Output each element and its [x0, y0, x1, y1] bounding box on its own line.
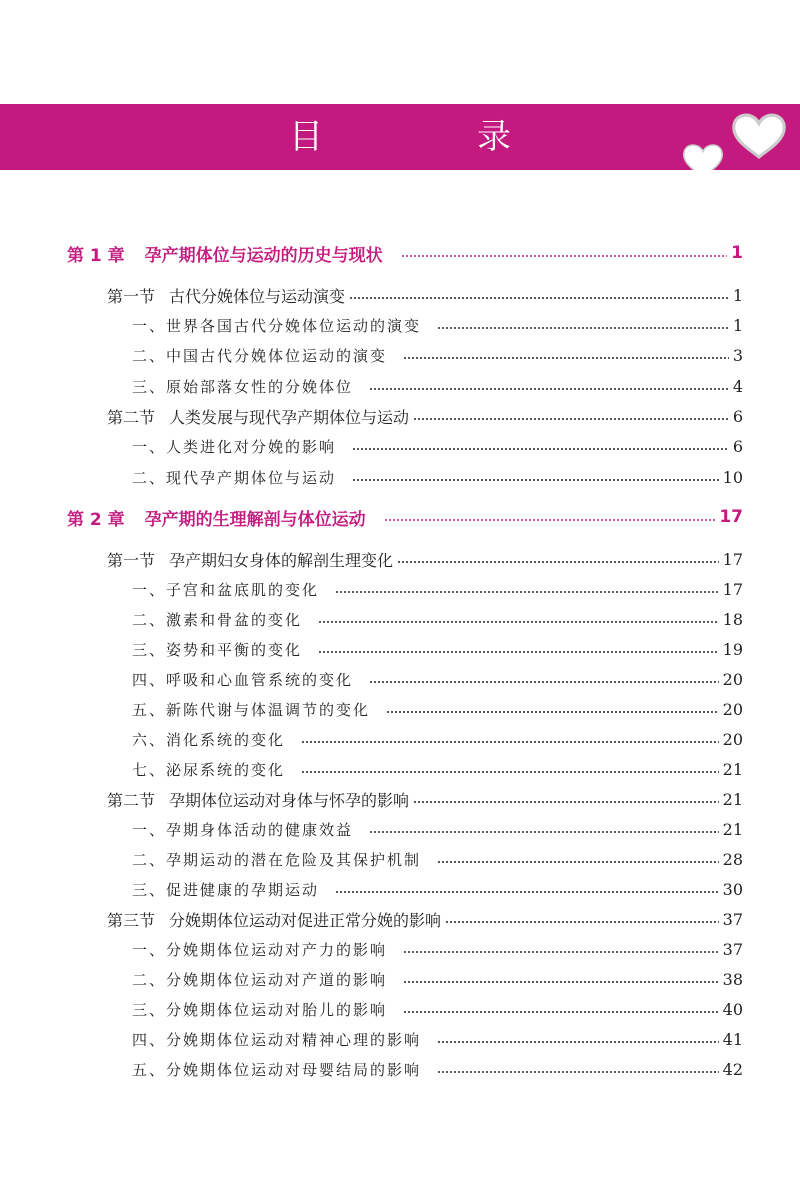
- toc-item-title: 一、人类进化对分娩的影响: [132, 437, 337, 456]
- toc-item-title: 二、分娩期体位运动对产道的影响: [132, 970, 388, 989]
- toc-item-title: 四、分娩期体位运动对精神心理的影响: [132, 1030, 422, 1049]
- dot-leader: [352, 479, 719, 481]
- toc-item-row[interactable]: [0, 844, 800, 874]
- toc-item-title: 七、泌尿系统的变化: [132, 760, 286, 779]
- toc-page-number: 42: [722, 1059, 743, 1079]
- toc-item-row[interactable]: [0, 634, 800, 664]
- dot-leader: [335, 891, 719, 893]
- dot-leader: [403, 981, 719, 983]
- toc-item-row[interactable]: [0, 964, 800, 994]
- toc-item-row[interactable]: [0, 340, 800, 370]
- page-title: 目 录: [289, 117, 571, 157]
- dot-leader: [437, 1041, 719, 1043]
- toc-item-title: 一、子宫和盆底肌的变化: [132, 580, 320, 599]
- toc-item-title: 五、新陈代谢与体温调节的变化: [132, 700, 371, 719]
- dot-leader: [301, 771, 719, 773]
- toc-item-title: 二、激素和骨盆的变化: [132, 610, 303, 629]
- toc-item-title: 三、分娩期体位运动对胎儿的影响: [132, 1000, 388, 1019]
- toc-page-number: 6: [732, 406, 743, 426]
- toc-header-banner: [0, 104, 800, 170]
- dot-leader: [369, 681, 719, 683]
- dot-leader: [403, 951, 719, 953]
- toc-item-title: 一、分娩期体位运动对产力的影响: [132, 940, 388, 959]
- dot-leader: [437, 861, 719, 863]
- dot-leader: [301, 741, 719, 743]
- dot-leader: [413, 801, 719, 803]
- toc-item-title: 三、促进健康的孕期运动: [132, 880, 320, 899]
- toc-page-number: 20: [722, 669, 743, 689]
- toc-item-row[interactable]: [0, 1024, 800, 1054]
- toc-section-row[interactable]: [0, 401, 800, 431]
- toc-page-number: 10: [722, 467, 743, 487]
- toc-page-number: 18: [722, 609, 743, 629]
- toc-page-number: 30: [722, 879, 743, 899]
- toc-section-number: 第三节: [107, 910, 156, 930]
- dot-leader: [413, 418, 729, 420]
- toc-item-row[interactable]: [0, 431, 800, 461]
- toc-item-row[interactable]: [0, 874, 800, 904]
- toc-page-number: 41: [722, 1029, 743, 1049]
- toc-section-title: 分娩期体位运动对促进正常分娩的影响: [169, 910, 442, 930]
- dot-leader: [318, 651, 719, 653]
- toc-section-number: 第一节: [107, 286, 156, 306]
- toc-chapter-row[interactable]: [0, 502, 800, 532]
- toc-section-number: 第一节: [107, 550, 156, 570]
- toc-chapter-number: 第 1 章: [67, 245, 125, 266]
- toc-page-number: 17: [722, 579, 743, 599]
- toc-page-number: 19: [722, 639, 743, 659]
- toc-item-row[interactable]: [0, 754, 800, 784]
- dot-leader: [318, 621, 719, 623]
- toc-section-title: 孕产期妇女身体的解剖生理变化: [169, 550, 394, 570]
- toc-page-number: 4: [732, 376, 743, 396]
- toc-item-title: 三、原始部落女性的分娩体位: [132, 377, 354, 396]
- toc-item-row[interactable]: [0, 814, 800, 844]
- toc-section-row[interactable]: [0, 904, 800, 934]
- toc-chapter-number: 第 2 章: [67, 509, 125, 530]
- dot-leader: [445, 921, 719, 923]
- toc-item-row[interactable]: [0, 462, 800, 492]
- dot-leader: [352, 448, 729, 450]
- toc-section-row[interactable]: [0, 784, 800, 814]
- dot-leader: [437, 1071, 719, 1073]
- toc-section-number: 第二节: [107, 407, 156, 427]
- toc-page-number: 20: [722, 699, 743, 719]
- heart-icon: [684, 145, 722, 170]
- toc-page-number: 17: [722, 549, 743, 569]
- toc-page-number: 1: [732, 285, 743, 305]
- toc-chapter-title: 孕产期的生理解剖与体位运动: [144, 509, 366, 530]
- dot-leader: [401, 255, 727, 257]
- dot-leader: [386, 711, 719, 713]
- dot-leader: [369, 831, 719, 833]
- toc-item-title: 二、孕期运动的潜在危险及其保护机制: [132, 850, 422, 869]
- toc-item-title: 二、现代孕产期体位与运动: [132, 468, 337, 487]
- toc-item-title: 四、呼吸和心血管系统的变化: [132, 670, 354, 689]
- toc-page-number: 1: [731, 243, 743, 263]
- toc-section-row[interactable]: [0, 280, 800, 310]
- toc-section-title: 人类发展与现代孕产期体位与运动: [169, 407, 410, 427]
- toc-page-number: 21: [722, 819, 743, 839]
- hearts-decoration: [0, 104, 800, 170]
- toc-page-number: 3: [732, 345, 743, 365]
- toc-item-row[interactable]: [0, 934, 800, 964]
- dot-leader: [369, 388, 729, 390]
- toc-page-number: 21: [722, 759, 743, 779]
- toc-item-title: 一、世界各国古代分娩体位运动的演变: [132, 316, 422, 335]
- toc-section-row[interactable]: [0, 544, 800, 574]
- toc-item-row[interactable]: [0, 724, 800, 754]
- dot-leader: [397, 561, 719, 563]
- dot-leader: [335, 591, 719, 593]
- toc-item-title: 六、消化系统的变化: [132, 730, 286, 749]
- toc-item-row[interactable]: [0, 604, 800, 634]
- toc-item-title: 三、姿势和平衡的变化: [132, 640, 303, 659]
- dot-leader: [349, 297, 729, 299]
- toc-page-number: 20: [722, 729, 743, 749]
- dot-leader: [384, 519, 716, 521]
- toc-item-row[interactable]: [0, 694, 800, 724]
- toc-chapter-title: 孕产期体位与运动的历史与现状: [144, 245, 383, 266]
- dot-leader: [403, 357, 729, 359]
- toc-item-title: 一、孕期身体活动的健康效益: [132, 820, 354, 839]
- toc-chapter-row[interactable]: [0, 238, 800, 268]
- toc-item-row[interactable]: [0, 574, 800, 604]
- toc-item-row[interactable]: [0, 371, 800, 401]
- toc-page-number: 38: [722, 969, 743, 989]
- toc-page-number: 21: [722, 789, 743, 809]
- toc-page-number: 37: [722, 909, 743, 929]
- toc-section-number: 第二节: [107, 790, 156, 810]
- heart-icon: [734, 115, 784, 157]
- toc-page-number: 6: [732, 436, 743, 456]
- toc-item-row[interactable]: [0, 994, 800, 1024]
- toc-page-number: 40: [722, 999, 743, 1019]
- toc-item-row[interactable]: [0, 1054, 800, 1084]
- toc-page-number: 1: [732, 315, 743, 335]
- toc-item-title: 五、分娩期体位运动对母婴结局的影响: [132, 1060, 422, 1079]
- dot-leader: [437, 327, 729, 329]
- dot-leader: [403, 1011, 719, 1013]
- toc-page-number: 28: [722, 849, 743, 869]
- toc-item-row[interactable]: [0, 664, 800, 694]
- toc-item-title: 二、中国古代分娩体位运动的演变: [132, 346, 388, 365]
- toc-section-title: 古代分娩体位与运动演变: [169, 286, 346, 306]
- toc-page-number: 37: [722, 939, 743, 959]
- toc-section-title: 孕期体位运动对身体与怀孕的影响: [169, 790, 410, 810]
- toc-page-number: 17: [719, 507, 743, 527]
- toc-item-row[interactable]: [0, 310, 800, 340]
